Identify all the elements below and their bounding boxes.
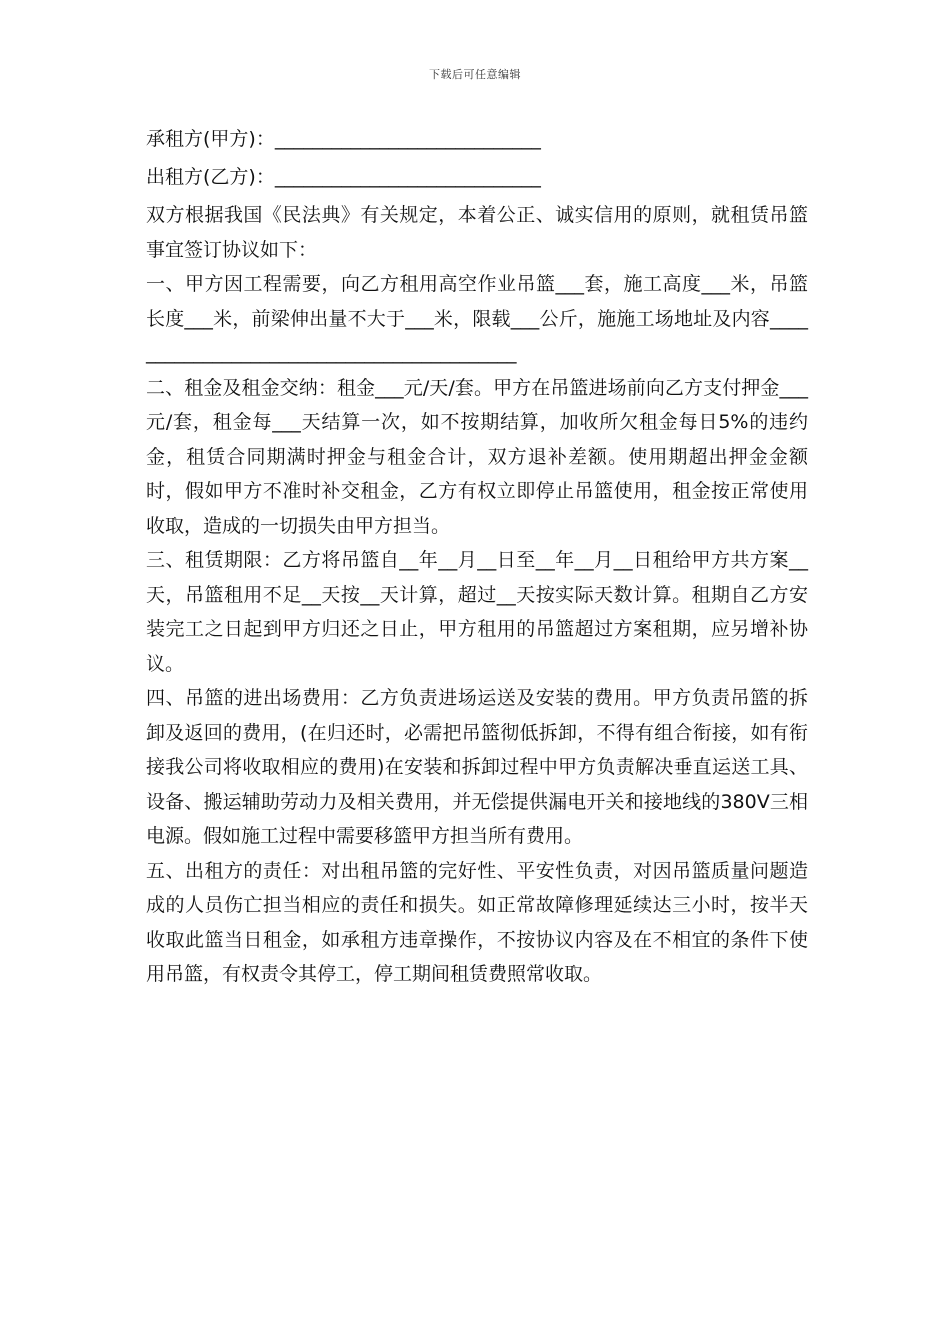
contract-body <box>146 122 808 992</box>
clause-4: 四、吊篮的进出场费用：乙方负责进场运送及安装的费用。甲方负责吊篮的拆卸及返回的费用，(在归还时，必需把吊篮彻低拆卸，不得有组合衔接，如有衔接我公司将收取相应的费用)在安装和拆卸过程中甲方负责解决垂直运送工具、设备、搬运辅助劳动力及相关费用，并无偿提供漏电开关和接地线的380V三相电源。假如施工过程中需要移篮甲方担当所有费用。 <box>146 687 808 847</box>
intro-paragraph: 双方根据我国《民法典》有关规定，本着公正、诚实信用的原则，就租赁吊篮事宜签订协议如下： <box>146 204 808 261</box>
clause-5: 五、出租方的责任：对出租吊篮的完好性、平安性负责，对因吊篮质量问题造成的人员伤亡担当相应的责任和损失。如正常故障修理延续达三小时，按半天收取此篮当日租金，如承租方违章操作，不按协议内容及在不相宜的条件下使用吊篮，有权责令其停工，停工期间租赁费照常收取。 <box>146 859 808 985</box>
lessee-line: 承租方(甲方)：____________________________ <box>146 128 541 150</box>
clause-1: 一、甲方因工程需要，向乙方租用高空作业吊篮___套，施工高度___米，吊篮长度___米，前梁伸出量不大于___米，限载___公斤，施施工场地址及内容___________________________________________ <box>146 273 808 364</box>
header-note: 下载后可任意编辑 <box>429 68 521 81</box>
lessor-line: 出租方(乙方)：____________________________ <box>146 166 541 188</box>
clause-2: 二、租金及租金交纳：租金___元/天/套。甲方在吊篮进场前向乙方支付押金___元/套，租金每___天结算一次，如不按期结算，加收所欠租金每日5%的违约金，租赁合同期满时押金与租金合计，双方退补差额。使用期超出押金金额时，假如甲方不准时补交租金，乙方有权立即停止吊篮使用，租金按正常使用收取，造成的一切损失由甲方担当。 <box>146 376 808 537</box>
clause-3: 三、租赁期限：乙方将吊篮自__年__月__日至__年__月__日租给甲方共方案__天，吊篮租用不足__天按__天计算，超过__天按实际天数计算。租期自乙方安装完工之日起到甲方归还之日止，甲方租用的吊篮超过方案租期，应另增补协议。 <box>146 549 808 675</box>
